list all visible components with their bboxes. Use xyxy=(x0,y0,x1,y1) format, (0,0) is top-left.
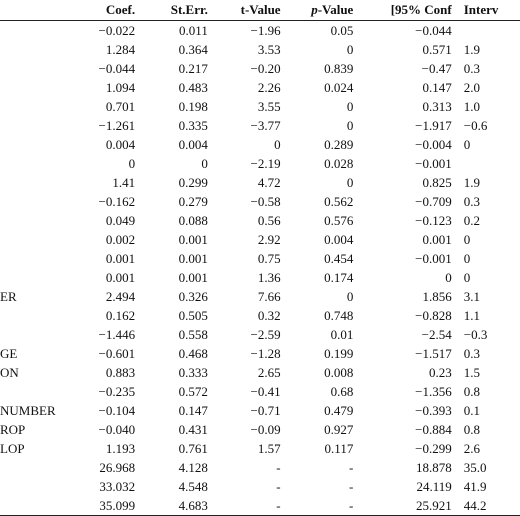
cell-conf-low: 0.23 xyxy=(429,365,452,380)
cell-t-value: −1.96 xyxy=(250,23,281,38)
cell-conf-low: −0.001 xyxy=(415,251,452,266)
cell-std-err: 0.001 xyxy=(178,270,208,285)
cell-std-err: 0.217 xyxy=(178,61,208,76)
cell-t-value: 2.65 xyxy=(257,365,281,380)
table-row xyxy=(0,154,520,173)
cell-interval: 0.3 xyxy=(463,61,480,76)
cell-t-value: 1.36 xyxy=(257,270,281,285)
cell-std-err: 4.548 xyxy=(178,479,208,494)
cell-conf-low: −0.001 xyxy=(415,156,452,171)
cell-t-value: 1.57 xyxy=(257,441,281,456)
cell-variable: LOP xyxy=(0,441,25,456)
table-row xyxy=(0,135,520,154)
cell-variable xyxy=(0,458,66,477)
cell-conf-low: 1.856 xyxy=(422,289,452,304)
cell-t-value: −1.28 xyxy=(250,346,281,361)
cell-interval: 1.5 xyxy=(463,365,480,380)
cell-coef: −0.044 xyxy=(98,61,136,76)
cell-std-err: 0.088 xyxy=(178,213,208,228)
header-t-value: t-Value xyxy=(212,0,285,21)
cell-p-value: 0.68 xyxy=(330,384,354,399)
cell-interval: 0.2 xyxy=(463,213,480,228)
cell-coef: −0.104 xyxy=(98,403,136,418)
cell-conf-low: −2.54 xyxy=(421,327,452,342)
table-row xyxy=(0,40,520,59)
table-header xyxy=(0,0,520,21)
cell-t-value: −2.59 xyxy=(250,327,281,342)
cell-p-value: 0.454 xyxy=(324,251,354,266)
cell-std-err: 0.505 xyxy=(178,308,208,323)
cell-interval: 2.0 xyxy=(463,80,480,95)
table-row xyxy=(0,116,520,135)
cell-p-value: 0.289 xyxy=(324,137,354,152)
cell-conf-low: 24.119 xyxy=(416,479,452,494)
cell-interval: 0 xyxy=(463,270,471,285)
cell-coef: 0.002 xyxy=(105,232,136,247)
cell-interval: 3.1 xyxy=(463,289,480,304)
table-row xyxy=(0,325,520,344)
table-row xyxy=(0,363,520,382)
header-conf-low: [95% Conf xyxy=(357,0,455,21)
table-row xyxy=(0,249,520,268)
cell-variable xyxy=(0,496,66,516)
cell-interval: 0.8 xyxy=(463,422,480,437)
cell-std-err: 0.364 xyxy=(178,42,208,57)
cell-conf-low: −0.47 xyxy=(421,61,452,76)
cell-conf-low: −0.123 xyxy=(415,213,452,228)
cell-std-err: 4.128 xyxy=(178,460,208,475)
cell-coef: 0.883 xyxy=(105,365,136,380)
cell-interval: 1.9 xyxy=(463,42,480,57)
cell-t-value: - xyxy=(276,460,281,475)
cell-t-value: 3.53 xyxy=(257,42,281,57)
cell-conf-low: −0.393 xyxy=(415,403,452,418)
cell-p-value: 0.748 xyxy=(324,308,354,323)
header-interval: Interv xyxy=(456,0,520,21)
cell-t-value: 0.75 xyxy=(257,251,281,266)
cell-std-err: 0.198 xyxy=(178,99,208,114)
cell-interval: 41.9 xyxy=(463,479,487,494)
cell-coef: 1.094 xyxy=(105,80,136,95)
cell-interval: 0.3 xyxy=(463,194,480,209)
cell-std-err: 0.333 xyxy=(178,365,208,380)
header-p-value xyxy=(285,0,358,21)
cell-coef: 2.494 xyxy=(105,289,136,304)
cell-t-value: −0.09 xyxy=(250,422,281,437)
cell-interval: 1.1 xyxy=(463,308,480,323)
cell-coef: −1.261 xyxy=(98,118,136,133)
cell-coef: 0.001 xyxy=(105,251,136,266)
cell-coef: 0.004 xyxy=(105,137,136,152)
cell-p-value: 0.008 xyxy=(324,365,354,380)
table-row xyxy=(0,344,520,363)
cell-p-value: 0.004 xyxy=(324,232,354,247)
header-variable xyxy=(0,0,66,21)
cell-conf-low: −0.299 xyxy=(415,441,452,456)
header-row xyxy=(0,0,520,21)
cell-std-err: 0.558 xyxy=(178,327,208,342)
cell-std-err: 0.761 xyxy=(178,441,208,456)
cell-std-err: 0.001 xyxy=(178,251,208,266)
table-row xyxy=(0,458,520,477)
table-row xyxy=(0,192,520,211)
cell-interval: 0 xyxy=(463,232,471,247)
cell-variable: ROP xyxy=(0,422,26,437)
cell-std-err: 0.001 xyxy=(178,232,208,247)
cell-p-value: 0.117 xyxy=(324,441,354,456)
cell-std-err: 0.147 xyxy=(178,403,208,418)
cell-t-value: 7.66 xyxy=(257,289,281,304)
cell-conf-low: −0.828 xyxy=(415,308,452,323)
cell-conf-low: −1.517 xyxy=(415,346,452,361)
table-row xyxy=(0,211,520,230)
cell-std-err: 0.483 xyxy=(178,80,208,95)
cell-variable xyxy=(0,325,66,344)
cell-coef: 26.968 xyxy=(99,460,136,475)
cell-t-value: 3.55 xyxy=(257,99,281,114)
table-row xyxy=(0,420,520,439)
cell-std-err: 0.011 xyxy=(179,23,208,38)
cell-t-value: 0 xyxy=(274,137,281,152)
cell-t-value: 2.26 xyxy=(257,80,281,95)
cell-conf-low: 0.001 xyxy=(422,232,452,247)
table-row xyxy=(0,306,520,325)
cell-p-value: 0.05 xyxy=(330,23,354,38)
cell-p-value: 0.199 xyxy=(324,346,354,361)
cell-interval: 0.1 xyxy=(463,403,480,418)
cell-variable: NUMBER xyxy=(0,403,56,418)
cell-p-value: 0 xyxy=(346,289,354,304)
cell-std-err: 0.572 xyxy=(178,384,208,399)
cell-interval: 2.6 xyxy=(463,441,480,456)
cell-p-value: 0.01 xyxy=(330,327,354,342)
cell-coef: 1.284 xyxy=(105,42,136,57)
cell-coef: −1.446 xyxy=(98,327,136,342)
cell-conf-low: 0.825 xyxy=(422,175,452,190)
table-row xyxy=(0,287,520,306)
table-row xyxy=(0,173,520,192)
table-row xyxy=(0,268,520,287)
cell-p-value: 0.024 xyxy=(324,80,354,95)
cell-conf-low: −0.044 xyxy=(415,23,452,38)
cell-coef: 0.701 xyxy=(105,99,136,114)
cell-conf-low: 0.571 xyxy=(422,42,452,57)
cell-std-err: 0 xyxy=(201,156,208,171)
cell-p-value: 0.839 xyxy=(324,61,354,76)
table-body xyxy=(0,21,520,516)
cell-p-value: - xyxy=(348,479,354,494)
cell-p-value: 0 xyxy=(346,118,354,133)
cell-variable xyxy=(0,116,66,135)
cell-conf-low: −0.004 xyxy=(415,137,452,152)
cell-p-value: 0.479 xyxy=(324,403,354,418)
header-std-err: St.Err. xyxy=(139,0,212,21)
cell-variable xyxy=(0,306,66,325)
cell-std-err: 0.279 xyxy=(178,194,208,209)
cell-p-value: 0 xyxy=(346,175,354,190)
cell-variable xyxy=(0,59,66,78)
table-row xyxy=(0,382,520,401)
header-p-italic: p xyxy=(311,2,318,17)
cell-std-err: 0.468 xyxy=(178,346,208,361)
cell-variable xyxy=(0,230,66,249)
cell-p-value: 0.562 xyxy=(324,194,354,209)
cell-variable xyxy=(0,268,66,287)
cell-conf-low: 0.313 xyxy=(422,99,452,114)
cell-p-value: 0.927 xyxy=(324,422,354,437)
cell-t-value: −0.41 xyxy=(250,384,281,399)
cell-coef: 1.193 xyxy=(105,441,136,456)
cell-t-value: −2.19 xyxy=(250,156,281,171)
cell-std-err: 0.326 xyxy=(178,289,208,304)
cell-t-value: −0.71 xyxy=(250,403,281,418)
cell-t-value: −0.58 xyxy=(250,194,281,209)
cell-interval xyxy=(456,21,520,41)
cell-coef: −0.235 xyxy=(98,384,136,399)
cell-t-value: - xyxy=(276,479,281,494)
cell-interval: 44.2 xyxy=(456,496,520,516)
cell-variable: GE xyxy=(0,346,18,361)
table-row xyxy=(0,477,520,496)
cell-std-err: 0.431 xyxy=(178,422,208,437)
table-row xyxy=(0,496,520,516)
cell-coef: −0.022 xyxy=(98,23,136,38)
cell-variable xyxy=(0,477,66,496)
cell-coef: 1.41 xyxy=(112,175,136,190)
cell-std-err: 0.335 xyxy=(178,118,208,133)
cell-interval: 35.0 xyxy=(463,460,487,475)
cell-t-value: −0.20 xyxy=(250,61,281,76)
cell-variable xyxy=(0,21,66,41)
cell-std-err: 4.683 xyxy=(139,496,212,516)
cell-variable xyxy=(0,192,66,211)
cell-t-value: 4.72 xyxy=(257,175,281,190)
cell-variable xyxy=(0,249,66,268)
table-row xyxy=(0,97,520,116)
cell-coef: −0.162 xyxy=(98,194,136,209)
cell-conf-low: 0 xyxy=(445,270,452,285)
table-row xyxy=(0,230,520,249)
cell-interval: −0.3 xyxy=(463,327,488,342)
cell-coef: −0.040 xyxy=(98,422,136,437)
cell-interval: 1.0 xyxy=(463,99,480,114)
table-row xyxy=(0,401,520,420)
cell-t-value: 0.32 xyxy=(257,308,281,323)
cell-interval: 0 xyxy=(463,251,471,266)
cell-p-value: - xyxy=(285,496,358,516)
cell-p-value: 0.174 xyxy=(324,270,354,285)
cell-p-value: 0.028 xyxy=(324,156,354,171)
cell-variable xyxy=(0,135,66,154)
cell-conf-low: −1.356 xyxy=(415,384,452,399)
cell-t-value: −3.77 xyxy=(250,118,281,133)
cell-variable xyxy=(0,211,66,230)
cell-t-value: 0.56 xyxy=(257,213,281,228)
cell-coef: 35.099 xyxy=(66,496,139,516)
cell-p-value: 0.576 xyxy=(324,213,354,228)
cell-conf-low: −1.917 xyxy=(415,118,452,133)
cell-interval: 0.8 xyxy=(463,384,480,399)
cell-variable xyxy=(0,78,66,97)
cell-variable: ER xyxy=(0,289,17,304)
table-row xyxy=(0,59,520,78)
cell-variable: ON xyxy=(0,365,19,380)
cell-coef: 0.162 xyxy=(105,308,136,323)
cell-interval: 0 xyxy=(463,137,471,152)
cell-t-value: 2.92 xyxy=(257,232,281,247)
cell-conf-low: 0.147 xyxy=(422,80,452,95)
header-coef: Coef. xyxy=(66,0,139,21)
table-row xyxy=(0,21,520,41)
table-row xyxy=(0,78,520,97)
cell-coef: 0.001 xyxy=(105,270,136,285)
cell-interval: 1.9 xyxy=(463,175,480,190)
cell-variable xyxy=(0,40,66,59)
cell-std-err: 0.299 xyxy=(178,175,208,190)
cell-variable xyxy=(0,382,66,401)
cell-p-value: 0 xyxy=(346,99,354,114)
cell-conf-low: 25.921 xyxy=(357,496,455,516)
cell-interval: 0.3 xyxy=(463,346,480,361)
cell-conf-low: 18.878 xyxy=(416,460,452,475)
cell-coef: 33.032 xyxy=(99,479,136,494)
cell-p-value: 0 xyxy=(346,42,354,57)
cell-p-value: - xyxy=(348,460,354,475)
cell-variable xyxy=(0,154,66,173)
cell-variable xyxy=(0,97,66,116)
cell-t-value: - xyxy=(212,496,285,516)
header-p-rest: -Value xyxy=(317,2,354,17)
cell-coef: −0.601 xyxy=(98,346,136,361)
cell-interval: −0.6 xyxy=(463,118,488,133)
cell-interval xyxy=(456,154,520,173)
table-row xyxy=(0,439,520,458)
cell-coef: 0.049 xyxy=(105,213,136,228)
cell-coef: 0 xyxy=(128,156,136,171)
cell-std-err: 0.004 xyxy=(178,137,208,152)
cell-variable xyxy=(0,173,66,192)
cell-conf-low: −0.884 xyxy=(415,422,452,437)
cell-conf-low: −0.709 xyxy=(415,194,452,209)
